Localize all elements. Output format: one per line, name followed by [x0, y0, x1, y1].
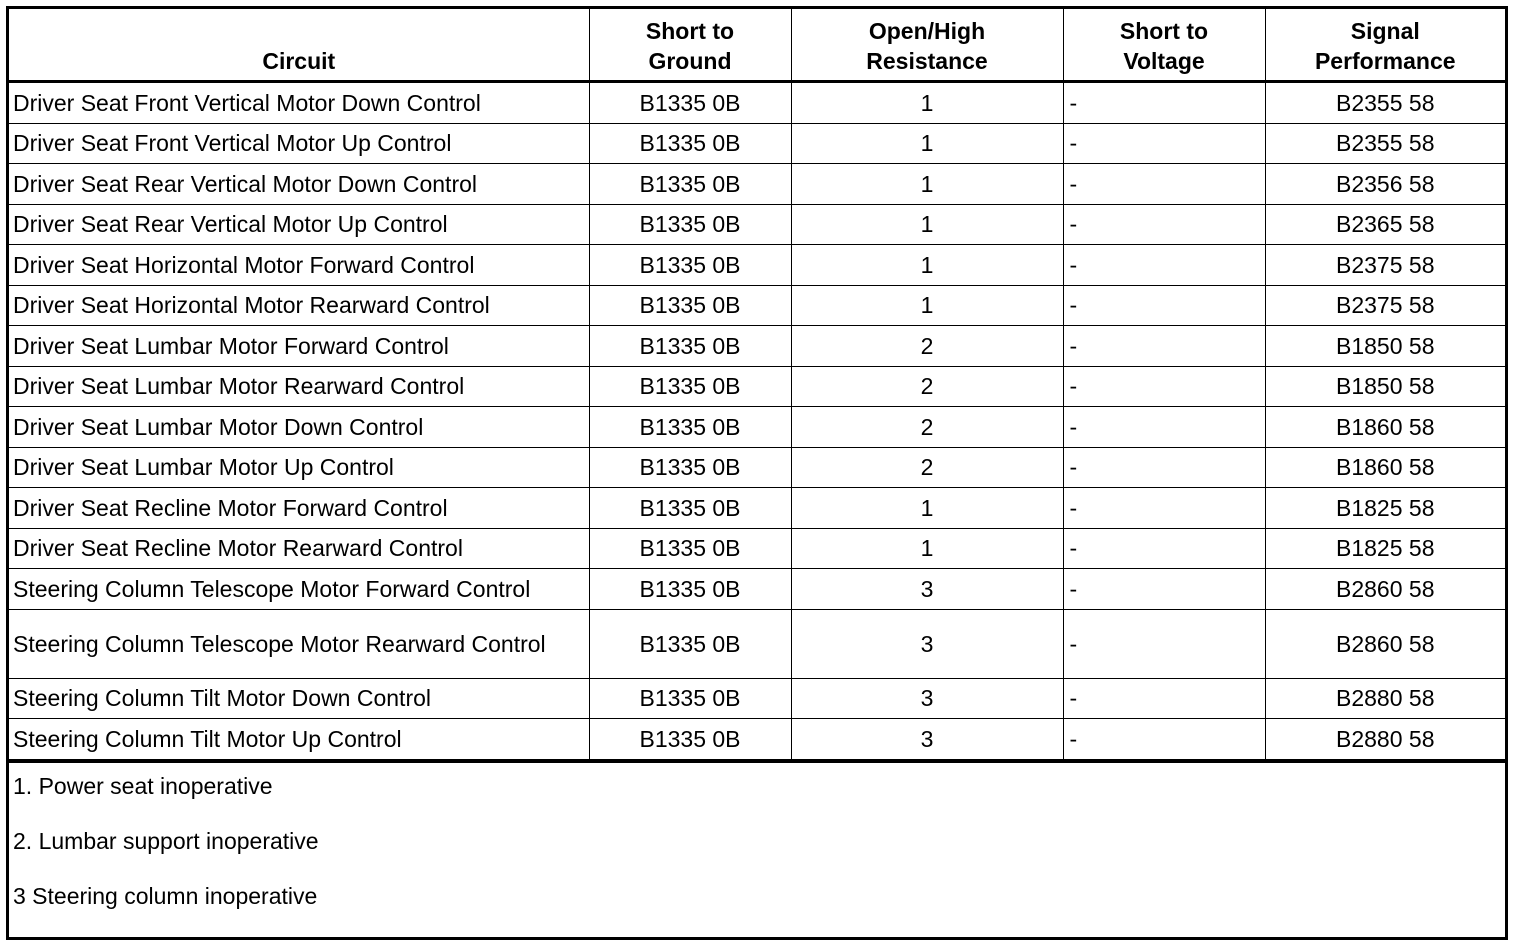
signal-performance-cell: B2880 58 [1265, 719, 1505, 760]
signal-performance-cell: B2355 58 [1265, 82, 1505, 124]
header-circuit: Circuit [9, 9, 589, 82]
open-high-resistance-cell: 2 [791, 366, 1063, 407]
circuit-dtc-table [9, 9, 1505, 760]
circuit-cell: Driver Seat Recline Motor Forward Control [9, 488, 589, 529]
short-to-voltage-cell: - [1063, 719, 1265, 760]
header-row [9, 9, 1505, 82]
circuit-cell: Driver Seat Rear Vertical Motor Up Control [9, 204, 589, 245]
signal-performance-cell: B2356 58 [1265, 164, 1505, 205]
header-signal-performance: Signal Performance [1265, 9, 1505, 82]
table-row [9, 366, 1505, 407]
table-row [9, 678, 1505, 719]
open-high-resistance-cell: 2 [791, 326, 1063, 367]
signal-performance-cell: B2355 58 [1265, 123, 1505, 164]
short-to-voltage-cell: - [1063, 285, 1265, 326]
table-row [9, 245, 1505, 286]
short-to-voltage-cell: - [1063, 528, 1265, 569]
signal-performance-cell: B2375 58 [1265, 245, 1505, 286]
short-to-voltage-cell: - [1063, 609, 1265, 678]
open-high-resistance-cell: 3 [791, 609, 1063, 678]
short-to-ground-cell: B1335 0B [589, 569, 791, 610]
circuit-cell: Driver Seat Front Vertical Motor Down Control [9, 82, 589, 124]
signal-performance-cell: B1860 58 [1265, 407, 1505, 448]
short-to-voltage-cell: - [1063, 407, 1265, 448]
short-to-ground-cell: B1335 0B [589, 245, 791, 286]
short-to-ground-cell: B1335 0B [589, 528, 791, 569]
open-high-resistance-cell: 1 [791, 285, 1063, 326]
signal-performance-cell: B1850 58 [1265, 326, 1505, 367]
table-row [9, 609, 1505, 678]
open-high-resistance-cell: 3 [791, 719, 1063, 760]
table-row [9, 204, 1505, 245]
footnote-2: 2. Lumbar support inoperative [13, 827, 319, 854]
signal-performance-cell: B2375 58 [1265, 285, 1505, 326]
short-to-ground-cell: B1335 0B [589, 488, 791, 529]
short-to-ground-cell: B1335 0B [589, 447, 791, 488]
table-row [9, 407, 1505, 448]
short-to-ground-cell: B1335 0B [589, 609, 791, 678]
short-to-ground-cell: B1335 0B [589, 285, 791, 326]
short-to-ground-cell: B1335 0B [589, 719, 791, 760]
circuit-cell: Driver Seat Horizontal Motor Forward Control [9, 245, 589, 286]
header-short-to-ground: Short to Ground [589, 9, 791, 82]
open-high-resistance-cell: 2 [791, 447, 1063, 488]
table-row [9, 82, 1505, 124]
open-high-resistance-cell: 1 [791, 488, 1063, 529]
short-to-voltage-cell: - [1063, 447, 1265, 488]
short-to-ground-cell: B1335 0B [589, 366, 791, 407]
signal-performance-cell: B2860 58 [1265, 609, 1505, 678]
circuit-cell: Driver Seat Recline Motor Rearward Control [9, 528, 589, 569]
signal-performance-cell: B2860 58 [1265, 569, 1505, 610]
short-to-ground-cell: B1335 0B [589, 326, 791, 367]
short-to-voltage-cell: - [1063, 123, 1265, 164]
short-to-ground-cell: B1335 0B [589, 123, 791, 164]
short-to-ground-cell: B1335 0B [589, 164, 791, 205]
short-to-ground-cell: B1335 0B [589, 82, 791, 124]
signal-performance-cell: B1825 58 [1265, 488, 1505, 529]
circuit-cell: Driver Seat Lumbar Motor Down Control [9, 407, 589, 448]
table-row [9, 488, 1505, 529]
short-to-voltage-cell: - [1063, 678, 1265, 719]
short-to-voltage-cell: - [1063, 204, 1265, 245]
table-row [9, 285, 1505, 326]
table-row [9, 447, 1505, 488]
open-high-resistance-cell: 1 [791, 245, 1063, 286]
short-to-voltage-cell: - [1063, 245, 1265, 286]
dtc-table-frame [6, 6, 1508, 940]
signal-performance-cell: B2880 58 [1265, 678, 1505, 719]
circuit-cell: Driver Seat Front Vertical Motor Up Control [9, 123, 589, 164]
circuit-cell: Driver Seat Lumbar Motor Forward Control [9, 326, 589, 367]
header-open-high-resistance: Open/High Resistance [791, 9, 1063, 82]
table-row [9, 123, 1505, 164]
circuit-cell: Driver Seat Lumbar Motor Rearward Control [9, 366, 589, 407]
signal-performance-cell: B1860 58 [1265, 447, 1505, 488]
short-to-voltage-cell: - [1063, 366, 1265, 407]
short-to-voltage-cell: - [1063, 569, 1265, 610]
circuit-cell: Steering Column Telescope Motor Forward Control [9, 569, 589, 610]
table-row [9, 326, 1505, 367]
circuit-cell: Steering Column Tilt Motor Up Control [9, 719, 589, 760]
open-high-resistance-cell: 1 [791, 528, 1063, 569]
short-to-ground-cell: B1335 0B [589, 407, 791, 448]
signal-performance-cell: B2365 58 [1265, 204, 1505, 245]
open-high-resistance-cell: 3 [791, 569, 1063, 610]
footnotes [9, 760, 1505, 911]
table-row [9, 569, 1505, 610]
open-high-resistance-cell: 2 [791, 407, 1063, 448]
circuit-cell: Driver Seat Lumbar Motor Up Control [9, 447, 589, 488]
table-row [9, 164, 1505, 205]
table-row [9, 719, 1505, 760]
short-to-ground-cell: B1335 0B [589, 204, 791, 245]
short-to-voltage-cell: - [1063, 164, 1265, 205]
signal-performance-cell: B1825 58 [1265, 528, 1505, 569]
short-to-ground-cell: B1335 0B [589, 678, 791, 719]
table-row [9, 528, 1505, 569]
circuit-cell: Steering Column Telescope Motor Rearward Control [9, 609, 589, 678]
header-short-to-voltage: Short to Voltage [1063, 9, 1265, 82]
signal-performance-cell: B1850 58 [1265, 366, 1505, 407]
short-to-voltage-cell: - [1063, 488, 1265, 529]
circuit-cell: Driver Seat Horizontal Motor Rearward Control [9, 285, 589, 326]
short-to-voltage-cell: - [1063, 326, 1265, 367]
footnote-1: 1. Power seat inoperative [13, 772, 273, 799]
short-to-voltage-cell: - [1063, 82, 1265, 124]
circuit-cell: Steering Column Tilt Motor Down Control [9, 678, 589, 719]
open-high-resistance-cell: 1 [791, 164, 1063, 205]
footnote-3: 3 Steering column inoperative [13, 882, 318, 909]
circuit-cell: Driver Seat Rear Vertical Motor Down Control [9, 164, 589, 205]
open-high-resistance-cell: 3 [791, 678, 1063, 719]
open-high-resistance-cell: 1 [791, 82, 1063, 124]
open-high-resistance-cell: 1 [791, 123, 1063, 164]
open-high-resistance-cell: 1 [791, 204, 1063, 245]
